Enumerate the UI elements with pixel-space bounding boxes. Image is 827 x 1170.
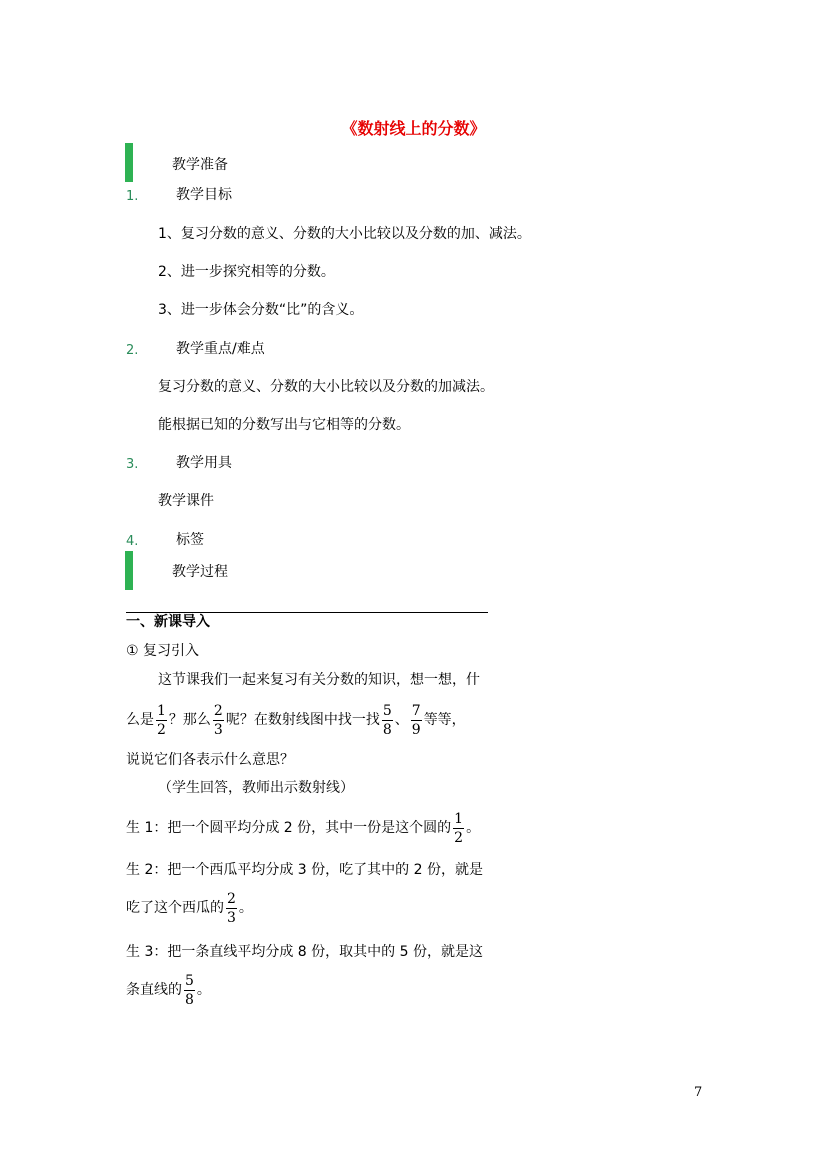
key-item: 能根据已知的分数写出与它相等的分数。 bbox=[158, 417, 410, 433]
denominator: 2 bbox=[157, 721, 166, 738]
fraction bbox=[156, 704, 167, 737]
list-number: 2. bbox=[126, 343, 139, 358]
lesson-paragraph: 说说它们各表示什么意思？ bbox=[126, 752, 294, 768]
lesson-note: （学生回答，教师出示数射线） bbox=[158, 780, 354, 796]
text-run: 条直线的 bbox=[126, 982, 182, 998]
section-heading-prep: 教学准备 bbox=[172, 157, 228, 173]
text-run: 么是 bbox=[126, 712, 154, 728]
numerator: 1 bbox=[454, 810, 464, 827]
section-heading-tools: 教学用具 bbox=[176, 455, 232, 471]
list-number: 1. bbox=[126, 189, 139, 204]
lesson-paragraph-fractions bbox=[126, 700, 466, 740]
denominator: 8 bbox=[185, 991, 194, 1008]
numerator: 2 bbox=[213, 702, 223, 719]
student-answer-2: 生 2：把一个西瓜平均分成 3 份，吃了其中的 2 份，就是 bbox=[126, 862, 483, 878]
text-run: 。 bbox=[196, 982, 211, 998]
page-number: 7 bbox=[694, 1085, 703, 1100]
denominator: 2 bbox=[454, 829, 464, 846]
fraction bbox=[184, 974, 195, 1007]
lesson-paragraph: 这节课我们一起来复习有关分数的知识，想一想，什 bbox=[158, 672, 480, 688]
student-answer-1 bbox=[126, 808, 480, 848]
section-heading-process: 教学过程 bbox=[172, 564, 228, 580]
fraction bbox=[226, 892, 237, 925]
numerator: 5 bbox=[382, 702, 392, 719]
fraction-bar bbox=[213, 720, 224, 721]
list-number: 4. bbox=[126, 534, 139, 549]
denominator: 3 bbox=[227, 909, 236, 926]
denominator: 3 bbox=[213, 721, 223, 738]
text-run: 、 bbox=[394, 712, 409, 728]
document-title: 《数射线上的分数》 bbox=[341, 119, 486, 138]
text-run: 。 bbox=[466, 820, 481, 836]
fraction-bar bbox=[382, 720, 393, 721]
goal-item: 2、进一步探究相等的分数。 bbox=[158, 264, 335, 280]
text-run: 吃了这个西瓜的 bbox=[126, 900, 224, 916]
fraction-bar bbox=[226, 908, 237, 909]
fraction bbox=[453, 812, 464, 845]
numerator: 7 bbox=[411, 702, 421, 719]
section-heading-goals: 教学目标 bbox=[176, 187, 232, 203]
section-heading-tags: 标签 bbox=[176, 532, 204, 548]
denominator: 8 bbox=[382, 721, 392, 738]
key-item: 复习分数的意义、分数的大小比较以及分数的加减法。 bbox=[158, 379, 494, 395]
tools-item: 教学课件 bbox=[158, 493, 214, 509]
section-heading-key: 教学重点/难点 bbox=[176, 341, 265, 357]
student-answer-3: 生 3：把一条直线平均分成 8 份，取其中的 5 份，就是这 bbox=[126, 944, 483, 960]
text-run: 等等， bbox=[423, 712, 466, 728]
text-run: 呢？在数射线图中找一找 bbox=[225, 712, 380, 728]
fraction bbox=[213, 704, 224, 737]
text-run: ？那么 bbox=[168, 712, 211, 728]
fraction-bar bbox=[156, 720, 167, 721]
fraction-bar bbox=[184, 990, 195, 991]
section-marker-bar bbox=[125, 551, 133, 590]
numerator: 1 bbox=[157, 702, 166, 719]
student-answer-3-cont bbox=[126, 970, 211, 1010]
fraction bbox=[382, 704, 393, 737]
section-marker-bar bbox=[125, 143, 133, 182]
text-run: 生 1：把一个圆平均分成 2 份，其中一份是这个圆的 bbox=[126, 820, 452, 836]
lesson-heading: 一、新课导入 bbox=[126, 614, 210, 630]
fraction-bar bbox=[411, 720, 422, 721]
goal-item: 1、复习分数的意义、分数的大小比较以及分数的加、减法。 bbox=[158, 226, 531, 242]
numerator: 2 bbox=[227, 890, 236, 907]
numerator: 5 bbox=[185, 972, 194, 989]
list-number: 3. bbox=[126, 457, 139, 472]
fraction-bar bbox=[453, 828, 464, 829]
text-run: 。 bbox=[238, 900, 253, 916]
goal-item: 3、进一步体会分数“比”的含义。 bbox=[158, 302, 364, 318]
student-answer-2-cont bbox=[126, 888, 253, 928]
denominator: 9 bbox=[411, 721, 421, 738]
fraction bbox=[411, 704, 422, 737]
lesson-subheading: ① 复习引入 bbox=[126, 643, 200, 659]
